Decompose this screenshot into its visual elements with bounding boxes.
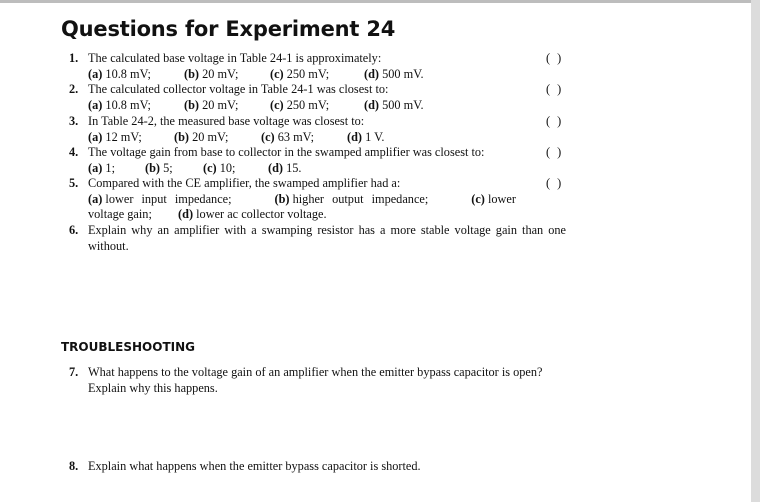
choice-d: (d) 500 mV.	[364, 66, 424, 81]
choice-c: (c) 63 mV;	[261, 129, 315, 144]
choice-d: (d) lower ac collector voltage.	[178, 207, 327, 221]
answer-blank[interactable]: ( )	[546, 145, 564, 159]
question-text: In Table 24-2, the measured base voltage was closest to:	[88, 114, 365, 128]
choice-a: (a) 1;	[88, 160, 115, 175]
choice-b: (b) 20 mV;	[184, 97, 239, 112]
question-number: 8.	[69, 459, 79, 473]
question-text: Compared with the CE amplifier, the swamped amplifier had a:	[88, 176, 401, 190]
choice-a: (a) 10.8 mV;	[88, 66, 151, 81]
answer-blank[interactable]: ( )	[546, 176, 564, 190]
choice-c: (c) 10;	[203, 160, 236, 175]
question-text: Explain what happens when the emitter bypass capacitor is shorted.	[88, 459, 421, 473]
question-number: 7.	[69, 365, 79, 379]
answer-blank[interactable]: ( )	[546, 114, 564, 128]
question-text: The calculated collector voltage in Table 24-1 was closest to:	[88, 82, 389, 96]
answer-choices	[88, 98, 424, 114]
choice-d: (d) 1 V.	[347, 129, 385, 144]
choice-c: (c) 250 mV;	[270, 66, 330, 81]
choice-a: (a) 10.8 mV;	[88, 97, 151, 112]
answer-blank[interactable]: ( )	[546, 82, 564, 96]
choice-d: (d) 15.	[268, 160, 302, 175]
question-text: The voltage gain from base to collector in the swamped amplifier was closest to:	[88, 145, 485, 159]
answer-choices	[88, 192, 516, 208]
page-top-edge	[0, 0, 760, 3]
question-number: 6.	[69, 223, 79, 237]
answer-blank[interactable]: ( )	[546, 51, 564, 65]
question-number: 2.	[69, 82, 79, 96]
page-title: Questions for Experiment 24	[61, 17, 396, 41]
answer-choices	[88, 161, 301, 177]
question-number: 3.	[69, 114, 79, 128]
answer-choices	[88, 130, 384, 146]
question-text: Explain why an amplifier with a swamping resistor has a more stable voltage gain than one without.	[88, 223, 566, 253]
choice-a: (a) 12 mV;	[88, 129, 142, 144]
choice-continuation: voltage gain; (d) lower ac collector voltage.	[88, 207, 327, 221]
choice-b: (b) 20 mV;	[184, 66, 239, 81]
choice-b: (b) higher output impedance;	[274, 191, 429, 206]
question-number: 4.	[69, 145, 79, 159]
choice-b: (b) 20 mV;	[174, 129, 229, 144]
choice-a: (a) lower input impedance;	[88, 191, 232, 206]
answer-choices	[88, 67, 424, 83]
choice-b: (b) 5;	[145, 160, 173, 175]
question-text: What happens to the voltage gain of an amplifier when the emitter bypass capacitor is open? Explain why this happens.	[88, 365, 543, 395]
question-text: The calculated base voltage in Table 24-1 is approximately:	[88, 51, 382, 65]
question-number: 1.	[69, 51, 79, 65]
question-number: 5.	[69, 176, 79, 190]
choice-c: (c) 250 mV;	[270, 97, 330, 112]
choice-c: (c) lower	[471, 191, 516, 206]
troubleshooting-heading: TROUBLESHOOTING	[61, 340, 195, 354]
page-right-edge	[751, 0, 760, 502]
choice-d: (d) 500 mV.	[364, 97, 424, 112]
